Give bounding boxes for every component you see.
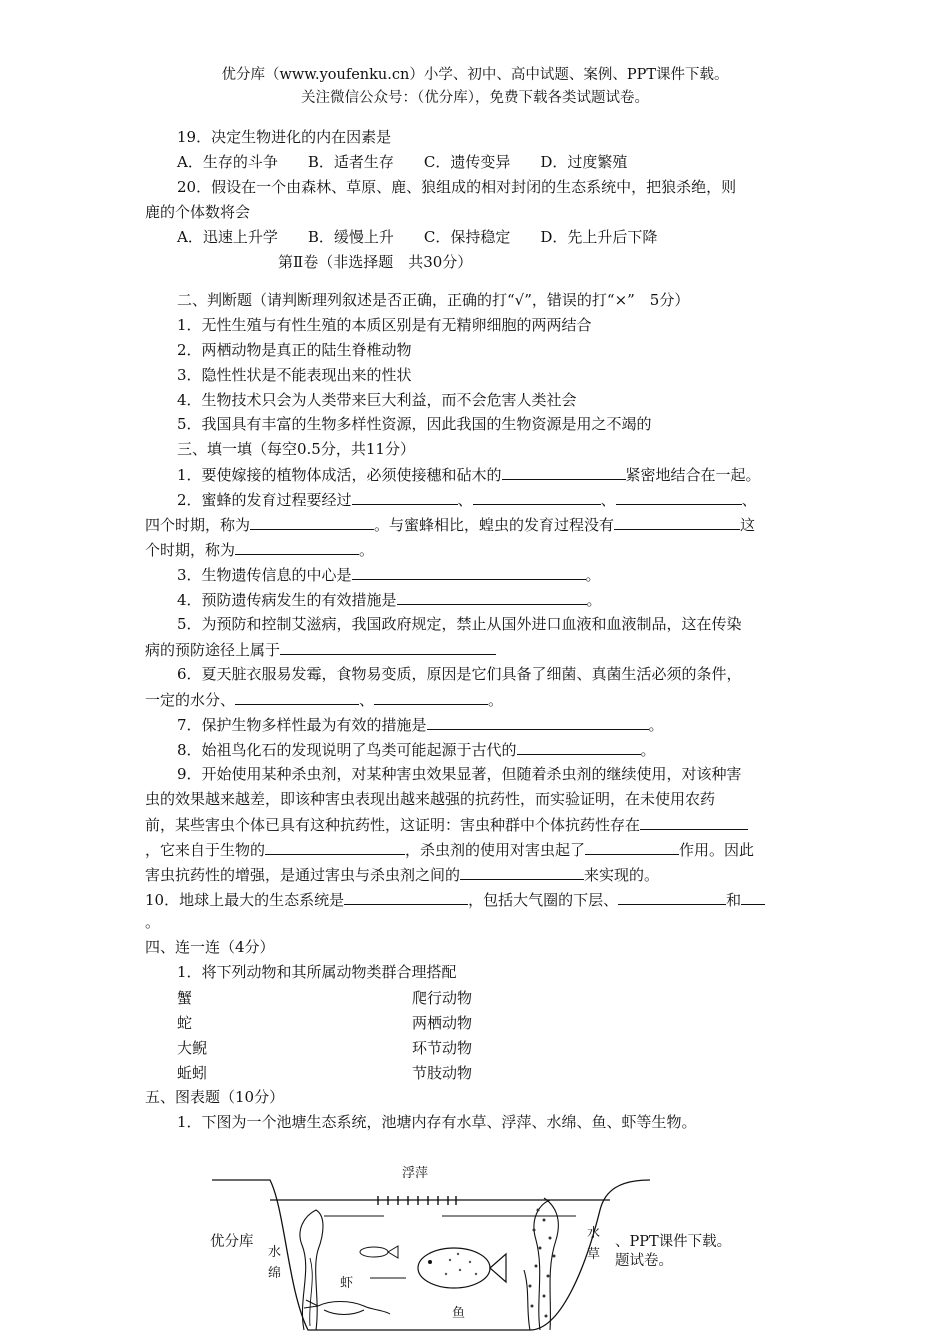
match-group[interactable]: 两栖动物 [412, 1014, 473, 1032]
answer-blank[interactable] [460, 864, 584, 880]
spirogyra-plant [300, 1210, 323, 1330]
answer-blank[interactable] [741, 889, 765, 905]
fill-q8: 8．始祖鸟化石的发现说明了鸟类可能起源于古代的 。 [177, 741, 656, 759]
fill-q9-line5: 害虫抗药性的增强，是通过害虫与杀虫剂之间的 来实现的。 [145, 866, 660, 884]
fill-q3: 3．生物遗传信息的中心是 。 [177, 566, 601, 584]
q19-options: A．生存的斗争 B．适者生存 C．遗传变异 D．过度繁殖 [177, 153, 628, 171]
judge-title: 二、判断题（请判断理列叙述是否正确，正确的打“√”，错误的打“×” 5分） [177, 291, 690, 309]
fill-q6-line2: 一定的水分、 、 。 [145, 691, 504, 709]
header-line-2: 关注微信公众号：（优分库），免费下载各类试题试卷。 [301, 90, 649, 106]
answer-blank[interactable] [235, 539, 359, 555]
label-spirogyra-1: 水 [268, 1245, 282, 1260]
fill-q7: 7．保护生物多样性最为有效的措施是 。 [177, 716, 664, 734]
fill-q9-line3: 前，某些害虫个体已具有这种抗药性，这证明：害虫种群中个体抗药性存在 [145, 814, 748, 835]
large-fish [418, 1248, 506, 1288]
fill-q5-line2: 病的预防途径上属于 [145, 639, 496, 660]
answer-blank[interactable] [250, 514, 374, 530]
fill-q10-line1: 10．地球上最大的生态系统是 ，包括大气圈的下层、 和 [145, 889, 765, 910]
judge-item: 5．我国具有丰富的生物多样性资源，因此我国的生物资源是用之不竭的 [177, 415, 652, 433]
label-shrimp: 虾 [340, 1276, 354, 1291]
q20-options: A．迅速上升学 B．缓慢上升 C．保持稳定 D．先上升后下降 [177, 228, 658, 246]
chart-question-1: 1．下图为一个池塘生态系统，池塘内存有水草、浮萍、水绵、鱼、虾等生物。 [177, 1113, 697, 1131]
q20-stem-line1: 20．假设在一个由森林、草原、鹿、狼组成的相对封闭的生态系统中，把狼杀绝，则 [177, 178, 737, 196]
small-fish [360, 1246, 398, 1258]
answer-blank[interactable] [517, 739, 641, 755]
fill-q4: 4．预防遗传病发生的有效措施是 。 [177, 591, 602, 609]
fill-q9-line2: 虫的效果越来越差，即该种害虫表现出越来越强的抗药性，而实验证明，在未使用农药 [145, 790, 716, 808]
label-water-weed-2: 草 [587, 1247, 601, 1262]
judge-item: 3．隐性性状是不能表现出来的性状 [177, 366, 412, 384]
q20-stem-line2: 鹿的个体数将会 [145, 203, 251, 221]
fill-q9-line1: 9．开始使用某种杀虫剂，对某种害虫效果显著，但随着杀虫剂的继续使用，对该种害 [177, 765, 742, 783]
match-group[interactable]: 环节动物 [412, 1039, 473, 1057]
answer-blank[interactable] [585, 839, 679, 855]
fill-q6-line1: 6．夏天脏衣服易发霉，食物易变质，原因是它们具备了细菌、真菌生活必须的条件， [177, 665, 742, 683]
answer-blank[interactable] [374, 689, 488, 705]
match-animal[interactable]: 蚯蚓 [177, 1064, 208, 1082]
answer-blank[interactable] [616, 489, 742, 505]
judge-item: 4．生物技术只会为人类带来巨大利益，而不会危害人类社会 [177, 391, 577, 409]
match-instruction: 1．将下列动物和其所属动物类群合理搭配 [177, 963, 457, 981]
match-group[interactable]: 爬行动物 [412, 989, 473, 1007]
fill-q2-line3: 个时期，称为 。 [145, 541, 375, 559]
fill-q5-line1: 5．为预防和控制艾滋病，我国政府规定，禁止从国外进口血液和血液制品，这在传染 [177, 615, 742, 633]
header-line-1: 优分库（www.youfenku.cn）小学、初中、高中试题、案例、PPT课件下载。 [221, 67, 729, 83]
chart-title: 五、图表题（10分） [145, 1088, 285, 1106]
fill-q10-line2: 。 [145, 913, 161, 931]
answer-blank[interactable] [344, 889, 468, 905]
answer-blank[interactable] [265, 839, 405, 855]
label-duckweed: 浮萍 [402, 1166, 429, 1181]
answer-blank[interactable] [618, 889, 726, 905]
answer-blank[interactable] [640, 814, 748, 830]
answer-blank[interactable] [473, 489, 601, 505]
judge-item: 2．两栖动物是真正的陆生脊椎动物 [177, 341, 412, 359]
q19-stem: 19．决定生物进化的内在因素是 [177, 128, 392, 146]
match-animal[interactable]: 大鲵 [177, 1039, 208, 1057]
label-spirogyra-2: 绵 [268, 1266, 282, 1281]
part2-title: 第Ⅱ卷（非选择题 共30分） [278, 253, 473, 271]
answer-blank[interactable] [614, 514, 740, 530]
judge-item: 1．无性生殖与有性生殖的本质区别是有无精卵细胞的两两结合 [177, 316, 592, 334]
fill-q9-line4: ，它来自于生物的 ，杀虫剂的使用对害虫起了 作用。因此 [145, 841, 755, 859]
label-fish: 鱼 [452, 1306, 466, 1321]
match-animal[interactable]: 蛇 [177, 1014, 193, 1032]
footer-overlay-left: 优分库 [210, 1234, 254, 1250]
match-animal[interactable]: 蟹 [177, 989, 193, 1007]
footer-overlay-right-2: 题试卷。 [615, 1253, 673, 1269]
answer-blank[interactable] [352, 489, 458, 505]
label-water-weed-1: 水 [587, 1226, 601, 1241]
fill-q2-line2: 四个时期，称为 。与蜜蜂相比，蝗虫的发育过程没有 这 [145, 516, 756, 534]
answer-blank[interactable] [397, 589, 587, 605]
fill-q2-line1: 2．蜜蜂的发育过程要经过 、 、 、 [177, 491, 757, 509]
answer-blank[interactable] [280, 639, 496, 655]
match-group[interactable]: 节肢动物 [412, 1064, 473, 1082]
answer-blank[interactable] [427, 714, 649, 730]
water-weed [524, 1198, 558, 1330]
fill-q1: 1．要使嫁接的植物体成活，必须使接穗和砧木的 紧密地结合在一起。 [177, 466, 761, 484]
answer-blank[interactable] [352, 564, 586, 580]
answer-blank[interactable] [502, 464, 626, 480]
answer-blank[interactable] [235, 689, 359, 705]
footer-overlay-right-1: 、PPT课件下载。 [615, 1234, 732, 1250]
match-title: 四、连一连（4分） [145, 938, 275, 956]
fill-title: 三、填一填（每空0.5分，共11分） [177, 440, 415, 458]
